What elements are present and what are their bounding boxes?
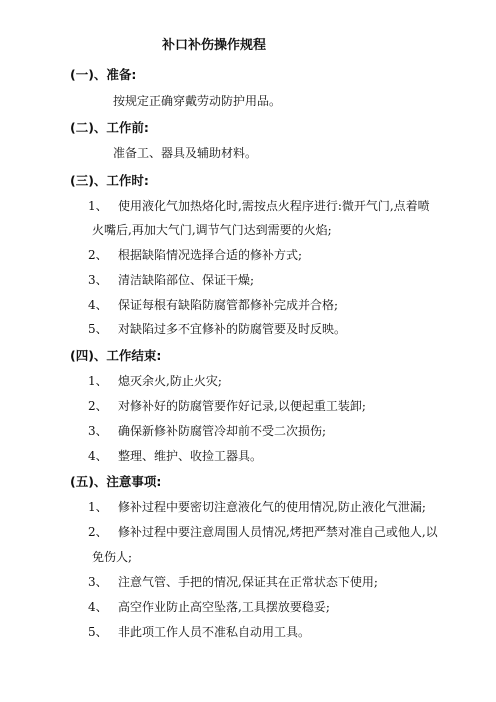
list-item xyxy=(88,498,426,515)
item-number: 3、 xyxy=(88,575,108,589)
item-text: 修补过程中要密切注意液化气的使用情况,防止液化气泄漏; xyxy=(118,500,426,514)
list-item xyxy=(88,246,302,263)
item-text: 熄灭余火,防止火灾; xyxy=(118,374,222,388)
item-number: 2、 xyxy=(88,399,108,413)
item-number: 1、 xyxy=(88,374,108,388)
item-number: 1、 xyxy=(88,500,108,514)
item-text: 对修补好的防腐管要作好记录,以便起重工装卸; xyxy=(118,399,366,413)
item-text: 注意气管、手把的情况,保证其在正常状态下使用; xyxy=(118,575,378,589)
section-heading-2: (二)、工作前: xyxy=(70,120,149,135)
item-number: 3、 xyxy=(88,273,108,287)
list-item xyxy=(88,523,438,540)
list-item xyxy=(88,422,326,439)
list-item xyxy=(88,447,262,464)
item-continuation: 火嘴后,再加大气门,调节气门达到需要的火焰; xyxy=(92,223,332,237)
section-2-text: 准备工、器具及辅助材料。 xyxy=(113,146,258,160)
item-text: 保证每根有缺陷防腐管都修补完成并合格; xyxy=(118,298,339,312)
item-text: 修补过程中要注意周围人员情况,烤把严禁对准自己或他人,以 xyxy=(118,525,438,539)
list-item xyxy=(88,598,330,615)
item-text: 根据缺陷情况选择合适的修补方式; xyxy=(118,248,303,262)
list-item xyxy=(88,397,366,414)
item-text: 高空作业防止高空坠落,工具摆放要稳妥; xyxy=(118,600,330,614)
item-text: 对缺陷过多不宜修补的防腐管要及时反映。 xyxy=(118,322,347,336)
list-item xyxy=(88,623,310,640)
list-item xyxy=(88,197,430,214)
item-number: 2、 xyxy=(88,525,108,539)
item-number: 4、 xyxy=(88,600,108,614)
item-text: 非此项工作人员不准私自动用工具。 xyxy=(118,625,311,639)
item-text: 清洁缺陷部位、保证干燥; xyxy=(118,273,255,287)
item-text: 确保新修补防腐管冷却前不受二次损伤; xyxy=(118,424,327,438)
item-text: 使用液化气加热烙化时,需按点火程序进行:微开气门,点着喷 xyxy=(118,199,430,213)
list-item xyxy=(88,320,346,337)
list-item xyxy=(88,296,338,313)
item-text: 整理、维护、收捡工器具。 xyxy=(118,449,263,463)
section-1-text: 按规定正确穿戴劳动防护用品。 xyxy=(113,94,282,108)
section-heading-1: (一)、准备: xyxy=(70,67,137,82)
list-item xyxy=(88,573,378,590)
item-continuation: 免伤人; xyxy=(92,550,133,564)
document-title: 补口补伤操作规程 xyxy=(162,38,267,53)
item-number: 4、 xyxy=(88,298,108,312)
section-heading-3: (三)、工作时: xyxy=(70,173,149,188)
section-heading-5: (五)、注意事项: xyxy=(70,474,162,489)
list-item xyxy=(88,271,254,288)
item-number: 2、 xyxy=(88,248,108,262)
section-heading-4: (四)、工作结束: xyxy=(70,348,162,363)
list-item xyxy=(88,372,222,389)
item-number: 3、 xyxy=(88,424,108,438)
item-number: 1、 xyxy=(88,199,108,213)
item-number: 5、 xyxy=(88,625,108,639)
item-number: 5、 xyxy=(88,322,108,336)
item-number: 4、 xyxy=(88,449,108,463)
